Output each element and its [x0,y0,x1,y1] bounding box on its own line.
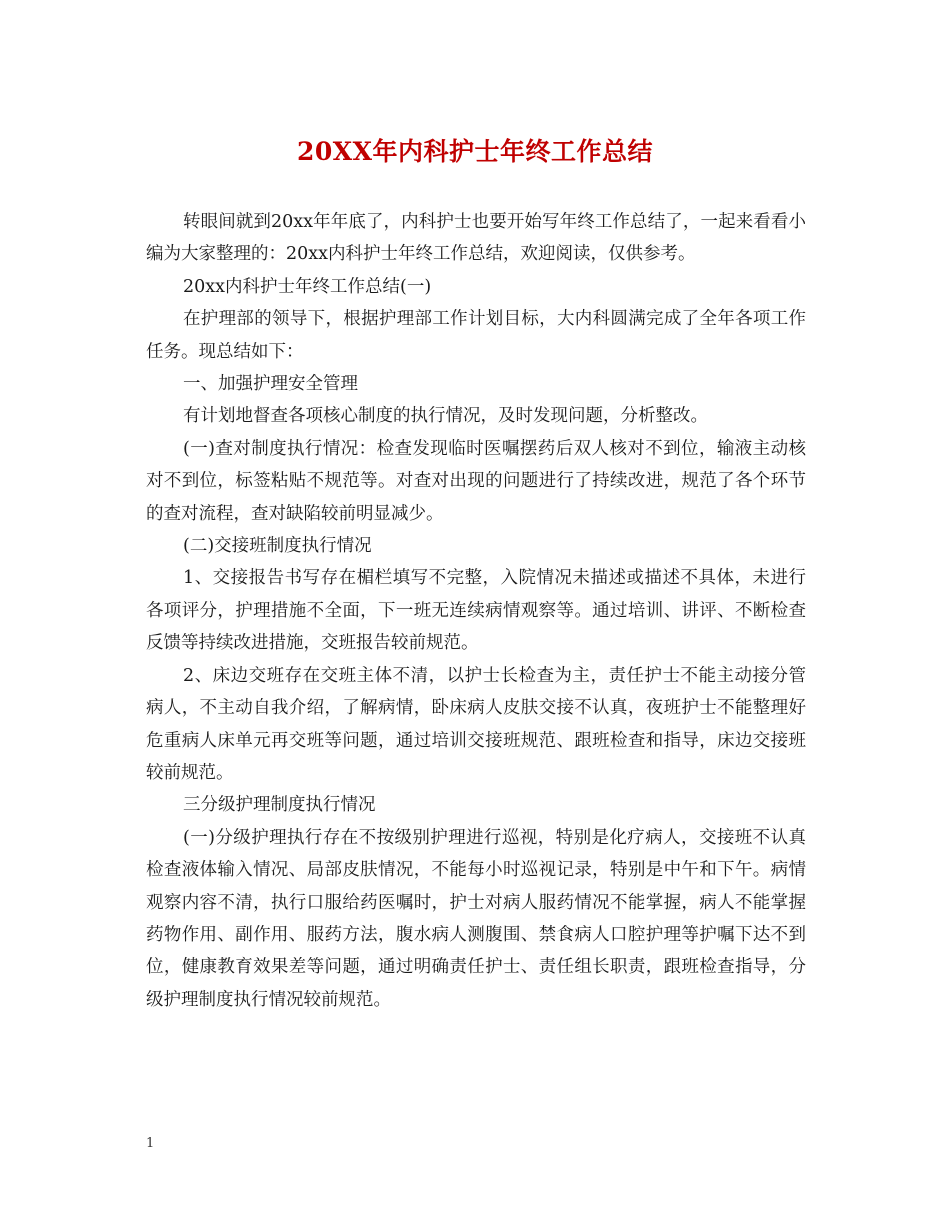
paragraph-heading-graded-care: 三分级护理制度执行情况 [183,795,376,816]
page-number: 1 [146,1136,155,1151]
paragraph-section-heading: 20xx内科护士年终工作总结(一) [183,276,432,297]
paragraph-bedside-handover: 2、床边交班存在交班主体不清，以护士长检查为主，责任护士不能主动接分管病人，不主动自我介绍，了解病情，卧床病人皮肤交接不认真，夜班护士不能整理好危重病人床单元再交班等问题，通过培训交接班规范、跟班检查和指导，床边交接班较前规范。 [146,665,806,783]
document-body [146,206,806,1016]
paragraph-heading-safety: 一、加强护理安全管理 [183,374,358,395]
paragraph-check-system: (一)查对制度执行情况：检查发现临时医嘱摆药后双人核对不到位，输液主动核对不到位，标签粘贴不规范等。对查对出现的问题进行了持续改进，规范了各个环节的查对流程，查对缺陷较前明显减少。 [146,438,806,524]
paragraph-heading-handover: (二)交接班制度执行情况 [183,536,372,557]
document-title: 20XX年内科护士年终工作总结 [296,137,654,166]
paragraph-supervision: 有计划地督查各项核心制度的执行情况，及时发现问题，分析整改。 [183,406,708,427]
paragraph-handover-report: 1、交接报告书写存在楣栏填写不完整，入院情况未描述或描述不具体，未进行各项评分，护理措施不全面，下一班无连续病情观察等。通过培训、讲评、不断检查反馈等持续改进措施，交班报告较前规范。 [146,568,806,654]
paragraph-overview: 在护理部的领导下，根据护理部工作计划目标，大内科圆满完成了全年各项工作任务。现总结如下： [146,309,806,362]
paragraph-intro: 转眼间就到20xx年年底了，内科护士也要开始写年终工作总结了，一起来看看小编为大家整理的：20xx内科护士年终工作总结，欢迎阅读，仅供参考。 [146,212,806,265]
paragraph-graded-care: (一)分级护理执行存在不按级别护理进行巡视，特别是化疗病人，交接班不认真检查液体输入情况、局部皮肤情况，不能每小时巡视记录，特别是中午和下午。病情观察内容不清，执行口服给药医嘱时，护士对病人服药情况不能掌握，病人不能掌握药物作用、副作用、服药方法，腹水病人测腹围、禁食病人口腔护理等护嘱下达不到位，健康教育效果差等问题，通过明确责任护士、责任组长职责，跟班检查指导，分级护理制度执行情况较前规范。 [146,827,806,1010]
